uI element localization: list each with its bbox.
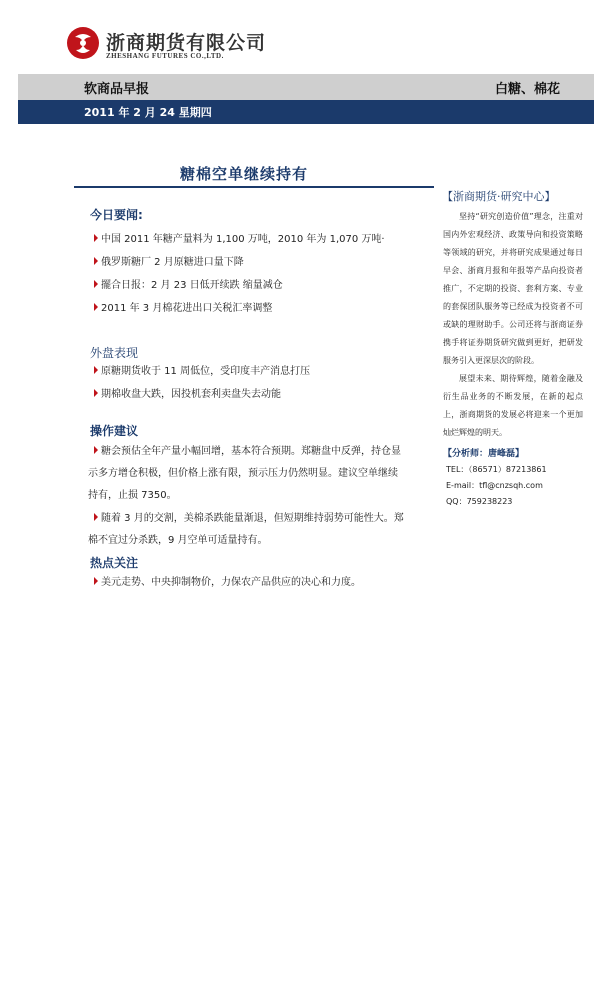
list-item: 俄罗斯糖厂 2 月原糖进口量下降 (94, 252, 424, 274)
list-item: 糖会预估全年产量小幅回增，基本符合预期。郑糖盘中反弹，持仓显 示多方增仓积极，但价格上涨有限，预示压力仍然明显。建议空单继续 持有，止损 7350。 (88, 446, 401, 501)
sidebar-heading: 【浙商期货·研究中心】 (442, 190, 556, 203)
list-item: 随着 3 月的交割，美棉杀跌能量渐退，但短期维持弱势可能性大。郑 棉不宜过分杀跌，9 月空单可适量持有。 (88, 513, 404, 546)
section-heading-advice: 操作建议 (90, 424, 139, 438)
sidebar-paragraph: 展望未来、期待辉煌，随着金融及衍生品业务的不断发展，在新的起点上，浙商期货的发展必将迎来一个更加灿烂辉煌的明天。 (443, 374, 583, 437)
bullet-arrow-icon (94, 577, 98, 585)
list-item: 2011 年 3 月棉花进出口关税汇率调整 (94, 298, 424, 320)
bullet-arrow-icon (94, 389, 98, 397)
bullet-arrow-icon (94, 234, 98, 242)
list-item: 美元走势、中央抑制物价，力保农产品供应的决心和力度。 (94, 572, 424, 594)
list-item: 原糖期货收于 11 周低位，受印度丰产消息打压 (94, 361, 424, 383)
report-header-band (18, 74, 594, 100)
list-item: 期棉收盘大跌，因投机套利卖盘失去动能 (94, 384, 424, 406)
section-heading-external: 外盘表现 (90, 346, 139, 360)
bullet-arrow-icon (94, 257, 98, 265)
report-date: 2011 年 2 月 24 星期四 (84, 106, 212, 119)
sidebar-paragraph: 坚持“研究创造价值”理念，注重对国内外宏观经济、政策导向和投资策略等领域的研究，并将研究成果通过每日早会、浙商月报和年报等产品向投资者推广，不定期的投资、套利方案、专业的套保团队服务等已经成为投资者不可或缺的理财助手。公司还将与浙商证券携手将证券期货研究做到更好，把研发服务引入更深层次的阶段。 (443, 212, 583, 365)
sidebar-description (443, 208, 583, 442)
report-type: 软商品早报 (84, 82, 150, 97)
company-name-en: ZHESHANG FUTURES CO.,LTD. (106, 52, 224, 60)
bullet-arrow-icon (94, 280, 98, 288)
bullet-arrow-icon (94, 366, 98, 374)
date-band (18, 100, 594, 124)
logo-mark-icon (66, 26, 100, 60)
section-heading-hot: 热点关注 (90, 556, 139, 570)
bullet-arrow-icon (94, 446, 98, 454)
section-heading-today: 今日要闻: (90, 208, 143, 222)
company-logo (66, 26, 267, 66)
analyst-heading: 【分析师：唐峰磊】 (443, 449, 525, 459)
analyst-tel: TEL：（86571）87213861 (446, 465, 547, 474)
company-name-cn: 浙商期货有限公司 (106, 32, 267, 54)
bullet-arrow-icon (94, 303, 98, 311)
analyst-qq: QQ：759238223 (446, 497, 513, 506)
page-title: 糖棉空单继续持有 (180, 165, 309, 183)
list-item: 中国 2011 年糖产量料为 1,100 万吨，2010 年为 1,070 万吨· (94, 229, 424, 251)
report-commodities: 白糖、棉花 (494, 82, 560, 97)
list-item: 擺合日报：2 月 23 日低开续跌 缩量减仓 (94, 275, 424, 297)
analyst-email[interactable]: E-mail：tfl@cnzsqh.com (446, 481, 543, 490)
title-divider (74, 186, 434, 188)
bullet-arrow-icon (94, 513, 98, 521)
